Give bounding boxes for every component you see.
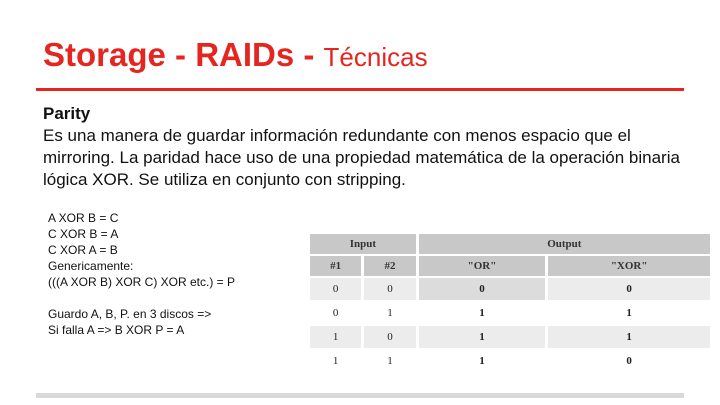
note-line: C XOR A = B [48,243,118,257]
table-cell: 1 [419,326,546,348]
title-main: Storage - RAIDs - [43,36,315,73]
table-group-header-row [310,234,710,254]
table-row [310,350,710,372]
table-cell: 1 [310,326,361,348]
note-line: A XOR B = C [48,211,119,225]
note-gap [48,290,235,306]
table-row [310,302,710,324]
table-cell: 1 [364,350,415,372]
group-header-output: Output [419,234,710,254]
column-header: "XOR" [548,256,710,276]
table-cell: 1 [548,302,710,324]
column-header: #2 [364,256,415,276]
table-cell: 0 [310,302,361,324]
xor-truth-table [307,232,713,374]
note-line: Guardo A, B, P. en 3 discos => [48,307,212,321]
group-header-input: Input [310,234,416,254]
table-cell: 0 [364,326,415,348]
table-cell: 0 [364,278,415,300]
table-cell: 1 [310,350,361,372]
parity-description: Es una manera de guardar información redundante con menos espacio que el mirroring. La paridad hace uso de una propiedad matemática de la operación binaria lógica XOR. Se utiliza en conjunto con stripping. [43,126,680,189]
table-row [310,326,710,348]
table-cell: 0 [310,278,361,300]
table-cell: 0 [419,278,546,300]
title-sub: Técnicas [323,42,428,72]
column-header: "OR" [419,256,546,276]
table-cell: 1 [419,302,546,324]
note-line: Genericamente: [48,259,134,273]
table-cell: 1 [364,302,415,324]
xor-notes [48,210,235,338]
parity-heading: Parity [43,104,91,123]
note-line: (((A XOR B) XOR C) XOR etc.) = P [48,275,236,289]
note-line: Si falla A => B XOR P = A [48,323,185,337]
column-header: #1 [310,256,361,276]
footer-bar [36,393,684,398]
slide-title [43,35,428,77]
table-cell: 0 [548,278,710,300]
table-cell: 1 [419,350,546,372]
table-row [310,278,710,300]
table-column-header-row [310,256,710,276]
table-cell: 0 [548,350,710,372]
title-underline [36,88,684,91]
note-line: C XOR B = A [48,227,119,241]
table-cell: 1 [548,326,710,348]
